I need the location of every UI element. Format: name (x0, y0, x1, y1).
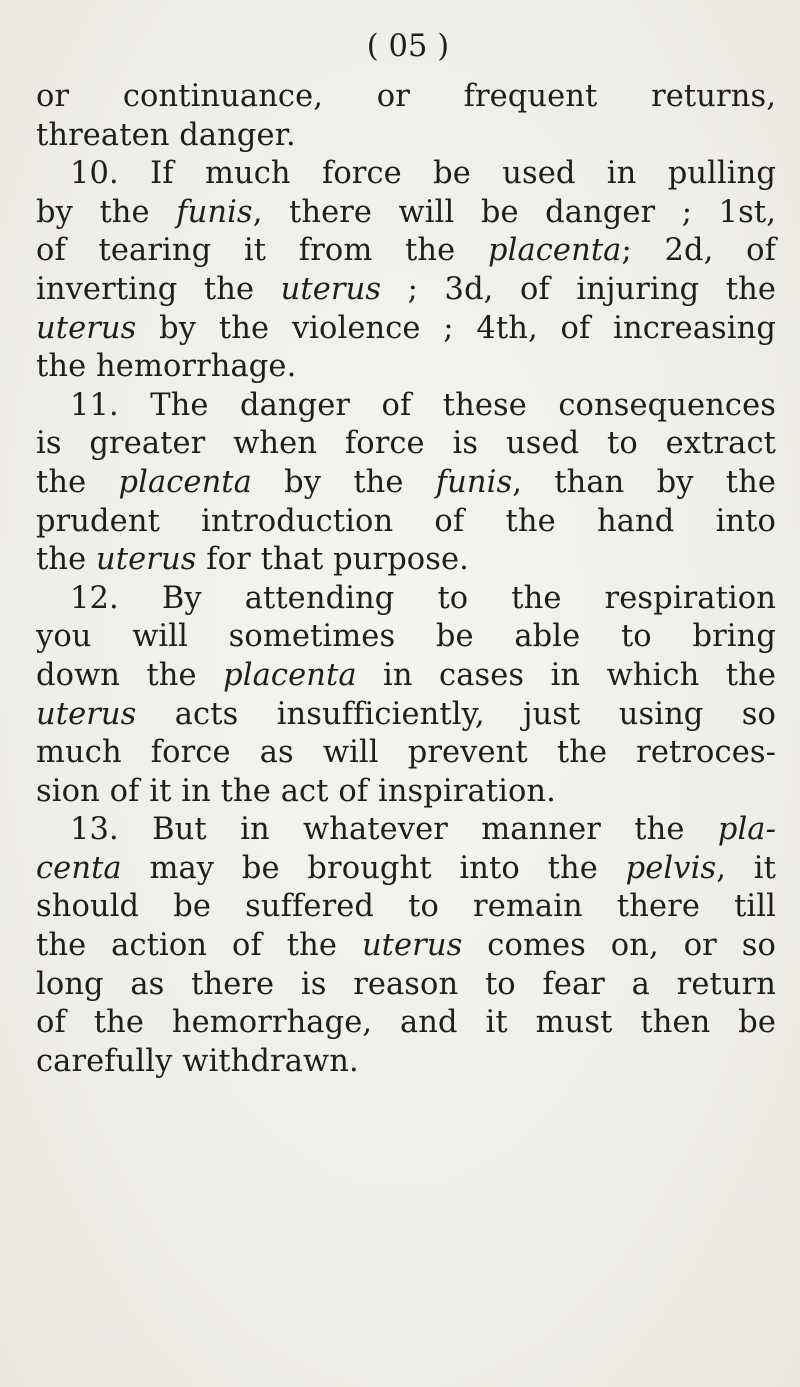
text-segment: the action of the (36, 928, 362, 964)
text-segment: much force as will prevent the retroces- (36, 735, 776, 771)
text-segment: you will sometimes be able to bring (36, 619, 776, 655)
italic-term: centa (36, 850, 122, 886)
text-segment: by the violence ; 4th, of increasing (136, 310, 776, 346)
text-segment: sion of it in the act of inspiration. (36, 773, 556, 809)
text-segment: threaten danger. (36, 117, 296, 153)
italic-term: uterus (280, 271, 382, 307)
text-segment: by the (36, 194, 177, 230)
text-segment: long as there is reason to fear a return (36, 966, 776, 1002)
text-segment: may be brought into the (121, 850, 626, 886)
italic-term: placenta (223, 657, 357, 693)
text-line (36, 657, 776, 696)
text-segment: , there will be danger ; 1st, (252, 194, 776, 230)
text-segment: ; 2d, of (621, 233, 776, 269)
text-segment: 11. The danger of these consequences (70, 387, 776, 423)
text-segment: carefully withdrawn. (36, 1043, 359, 1079)
text-line (36, 155, 776, 194)
text-segment: acts insufficiently, just using so (136, 696, 776, 732)
text-segment: 13. But in whatever manner the (70, 812, 718, 848)
text-line (36, 310, 776, 349)
page-number: ( 05 ) (366, 29, 450, 64)
italic-term: funis (176, 194, 253, 230)
text-line (36, 888, 776, 927)
text-line (36, 464, 776, 503)
text-segment: for that purpose. (196, 542, 469, 578)
text-segment: is greater when force is used to extract (36, 426, 776, 462)
text-segment: inverting the (36, 271, 281, 307)
text-segment: in cases in which the (356, 657, 776, 693)
text-line (36, 1043, 776, 1082)
italic-term: placenta (487, 233, 622, 269)
text-line (36, 503, 776, 542)
text-segment: down the (36, 657, 224, 693)
text-line (36, 194, 776, 233)
page-text (36, 28, 776, 1081)
text-line (36, 811, 776, 850)
text-line (36, 696, 776, 735)
text-segment: of tearing it from the (36, 233, 488, 269)
text-line (36, 1004, 776, 1043)
text-segment: the (36, 542, 97, 578)
text-segment: the hemorrhage. (36, 349, 297, 385)
italic-term: uterus (361, 928, 463, 964)
text-segment: 10. If much force be used in pulling (70, 156, 776, 192)
text-segment: , than by the (512, 464, 777, 500)
text-segment: should be suffered to remain there till (36, 889, 776, 925)
text-line (36, 232, 776, 271)
text-segment: by the (251, 464, 436, 500)
text-line (36, 850, 776, 889)
text-line (36, 348, 776, 387)
text-line (36, 927, 776, 966)
text-segment: of the hemorrhage, and it must then be (36, 1005, 776, 1041)
text-line (36, 425, 776, 464)
italic-term: funis (435, 464, 513, 500)
text-line (36, 773, 776, 812)
text-segment: comes on, or so (462, 928, 776, 964)
italic-term: uterus (36, 696, 137, 732)
body-text (36, 78, 776, 1081)
text-segment: the (36, 464, 119, 500)
text-line (36, 618, 776, 657)
text-line (36, 117, 776, 156)
text-line (36, 387, 776, 426)
text-segment: ; 3d, of injuring the (381, 271, 776, 307)
text-segment: prudent introduction of the hand into (36, 503, 776, 539)
text-line (36, 271, 776, 310)
text-line (36, 580, 776, 619)
text-segment: or continuance, or frequent returns, (36, 79, 776, 114)
italic-term: uterus (96, 542, 197, 578)
italic-term: uterus (36, 310, 137, 346)
text-line (36, 541, 776, 580)
text-segment: 12. By attending to the respiration (70, 580, 776, 616)
italic-term: pla- (717, 812, 776, 848)
text-line (36, 78, 776, 117)
text-line (36, 734, 776, 773)
italic-term: pelvis (625, 850, 717, 886)
italic-term: placenta (118, 464, 252, 500)
text-segment: , it (716, 850, 776, 886)
text-line (36, 966, 776, 1005)
